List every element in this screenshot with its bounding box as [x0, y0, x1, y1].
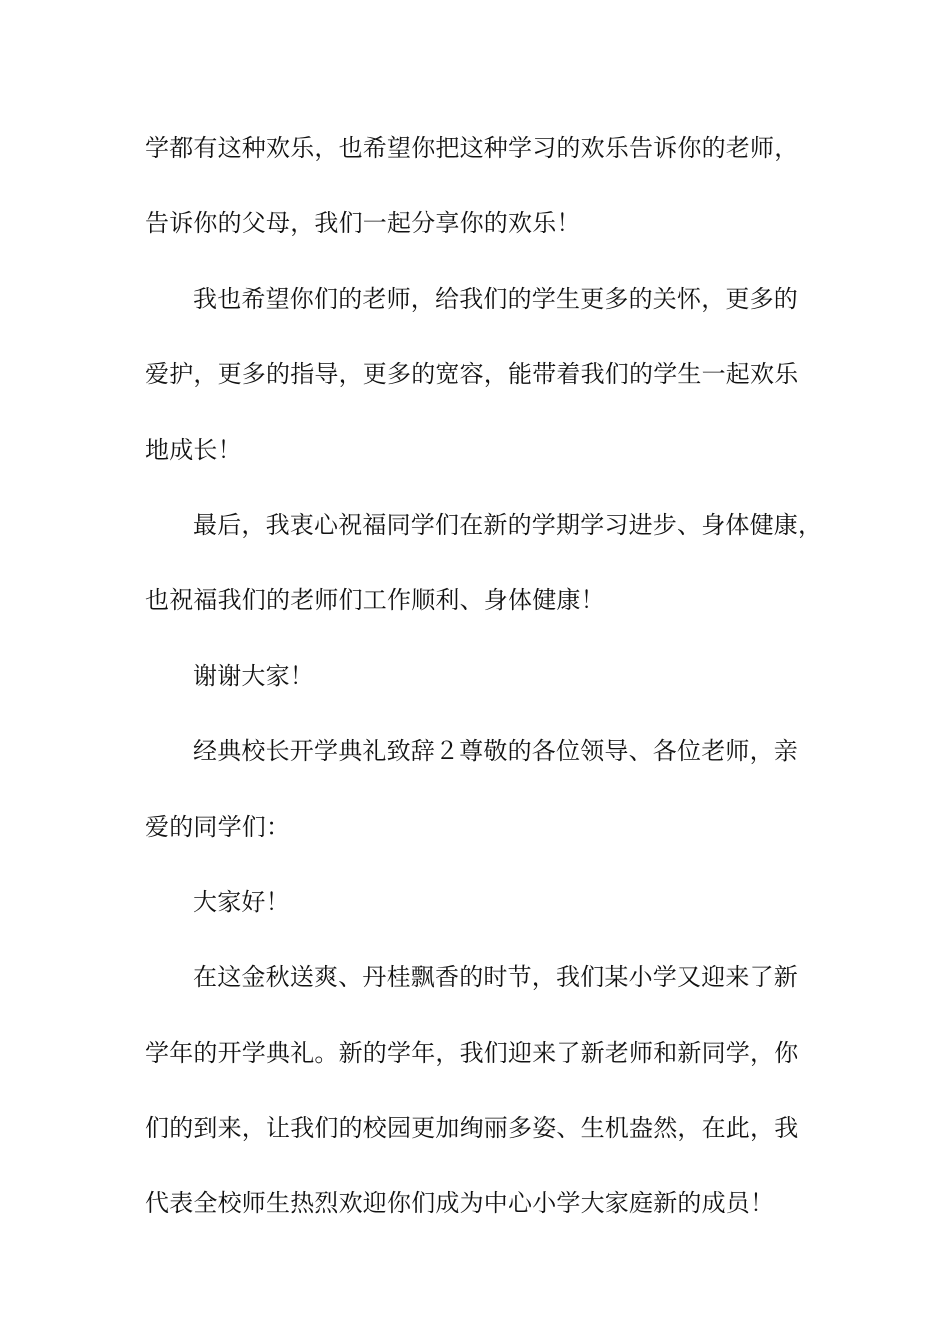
text-line: 我也希望你们的老师，给我们的学生更多的关怀，更多的	[193, 284, 798, 313]
text-line: 最后，我衷心祝福同学们在新的学期学习进步、身体健康，	[193, 510, 823, 539]
text-line: 大家好！	[193, 887, 290, 916]
text-line: 学年的开学典礼。新的学年，我们迎来了新老师和新同学，你	[145, 1038, 799, 1067]
text-line: 也祝福我们的老师们工作顺利、身体健康！	[145, 586, 605, 615]
text-line: 谢谢大家！	[193, 661, 314, 690]
text-line: 告诉你的父母，我们一起分享你的欢乐！	[145, 209, 581, 238]
text-line: 代表全校师生热烈欢迎你们成为中心小学大家庭新的成员！	[145, 1189, 775, 1218]
text-line: 爱护，更多的指导，更多的宽容，能带着我们的学生一起欢乐	[145, 360, 799, 389]
document-body	[145, 122, 825, 1253]
text-line: 学都有这种欢乐，也希望你把这种学习的欢乐告诉你的老师，	[145, 134, 799, 162]
text-line: 在这金秋送爽、丹桂飘香的时节，我们某小学又迎来了新	[193, 963, 798, 992]
text-line: 爱的同学们：	[145, 812, 291, 841]
text-line: 们的到来，让我们的校园更加绚丽多姿、生机盎然，在此，我	[145, 1114, 799, 1143]
text-line: 地成长！	[145, 435, 242, 464]
text-line: 经典校长开学典礼致辞２尊敬的各位领导、各位老师，亲	[193, 737, 798, 766]
